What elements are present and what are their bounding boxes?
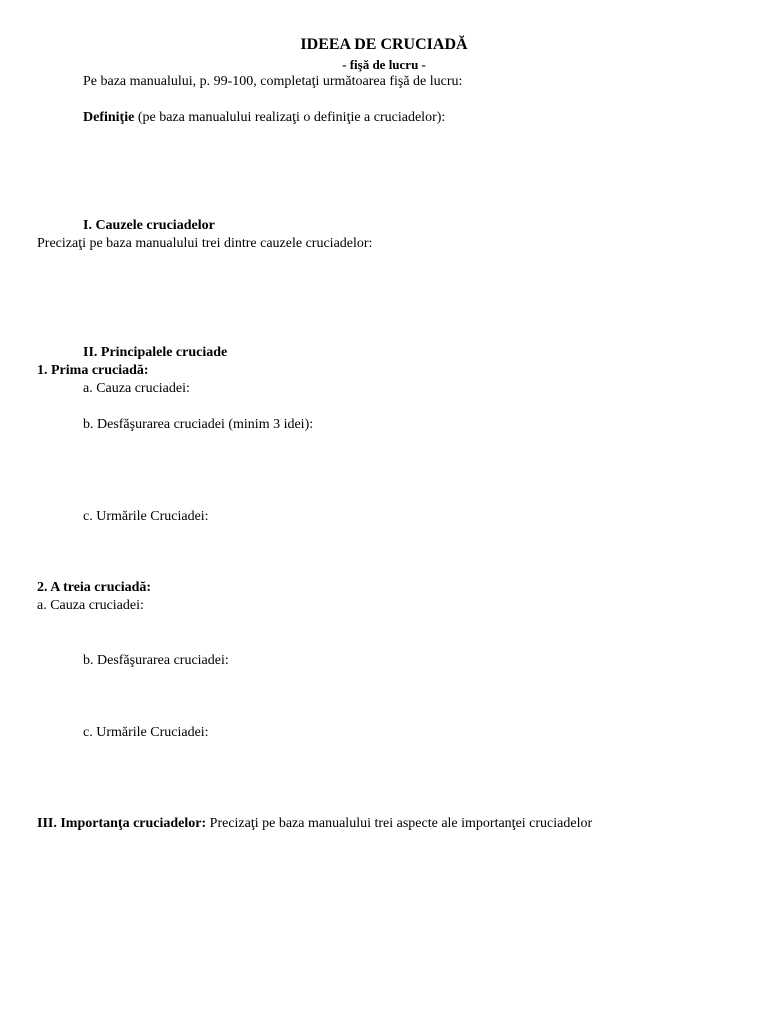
- section3-prompt: Precizaţi pe baza manualului trei aspecte ale importanţei cruciadelor: [206, 816, 593, 831]
- section1-prompt: Precizaţi pe baza manualului trei dintre cauzele cruciadelor:: [37, 236, 373, 251]
- first-crusade-consequences: c. Urmările Cruciadei:: [83, 509, 209, 524]
- first-crusade-cause: a. Cauza cruciadei:: [83, 381, 190, 396]
- first-crusade-heading: 1. Prima cruciadă:: [37, 363, 149, 378]
- definition-line: [83, 110, 445, 126]
- third-crusade-consequences: c. Urmările Cruciadei:: [83, 725, 209, 740]
- third-crusade-course: b. Desfăşurarea cruciadei:: [83, 653, 229, 668]
- third-crusade-heading: 2. A treia cruciadă:: [37, 580, 152, 595]
- section3-heading: III. Importanţa cruciadelor:: [37, 816, 207, 831]
- third-crusade-cause: a. Cauza cruciadei:: [37, 598, 144, 613]
- section3-line: [37, 816, 592, 832]
- section1-heading: I. Cauzele cruciadelor: [83, 218, 215, 233]
- document-subtitle: - fişă de lucru -: [342, 57, 426, 72]
- section2-heading: II. Principalele cruciade: [83, 345, 228, 360]
- intro-text: Pe baza manualului, p. 99-100, completaţi următoarea fişă de lucru:: [83, 74, 463, 89]
- definition-text: (pe baza manualului realizaţi o definiţie a cruciadelor):: [134, 110, 446, 125]
- first-crusade-course: b. Desfăşurarea cruciadei (minim 3 idei):: [83, 417, 314, 432]
- definition-label: Definiţie: [83, 110, 135, 125]
- document-title: IDEEA DE CRUCIADĂ: [300, 36, 468, 53]
